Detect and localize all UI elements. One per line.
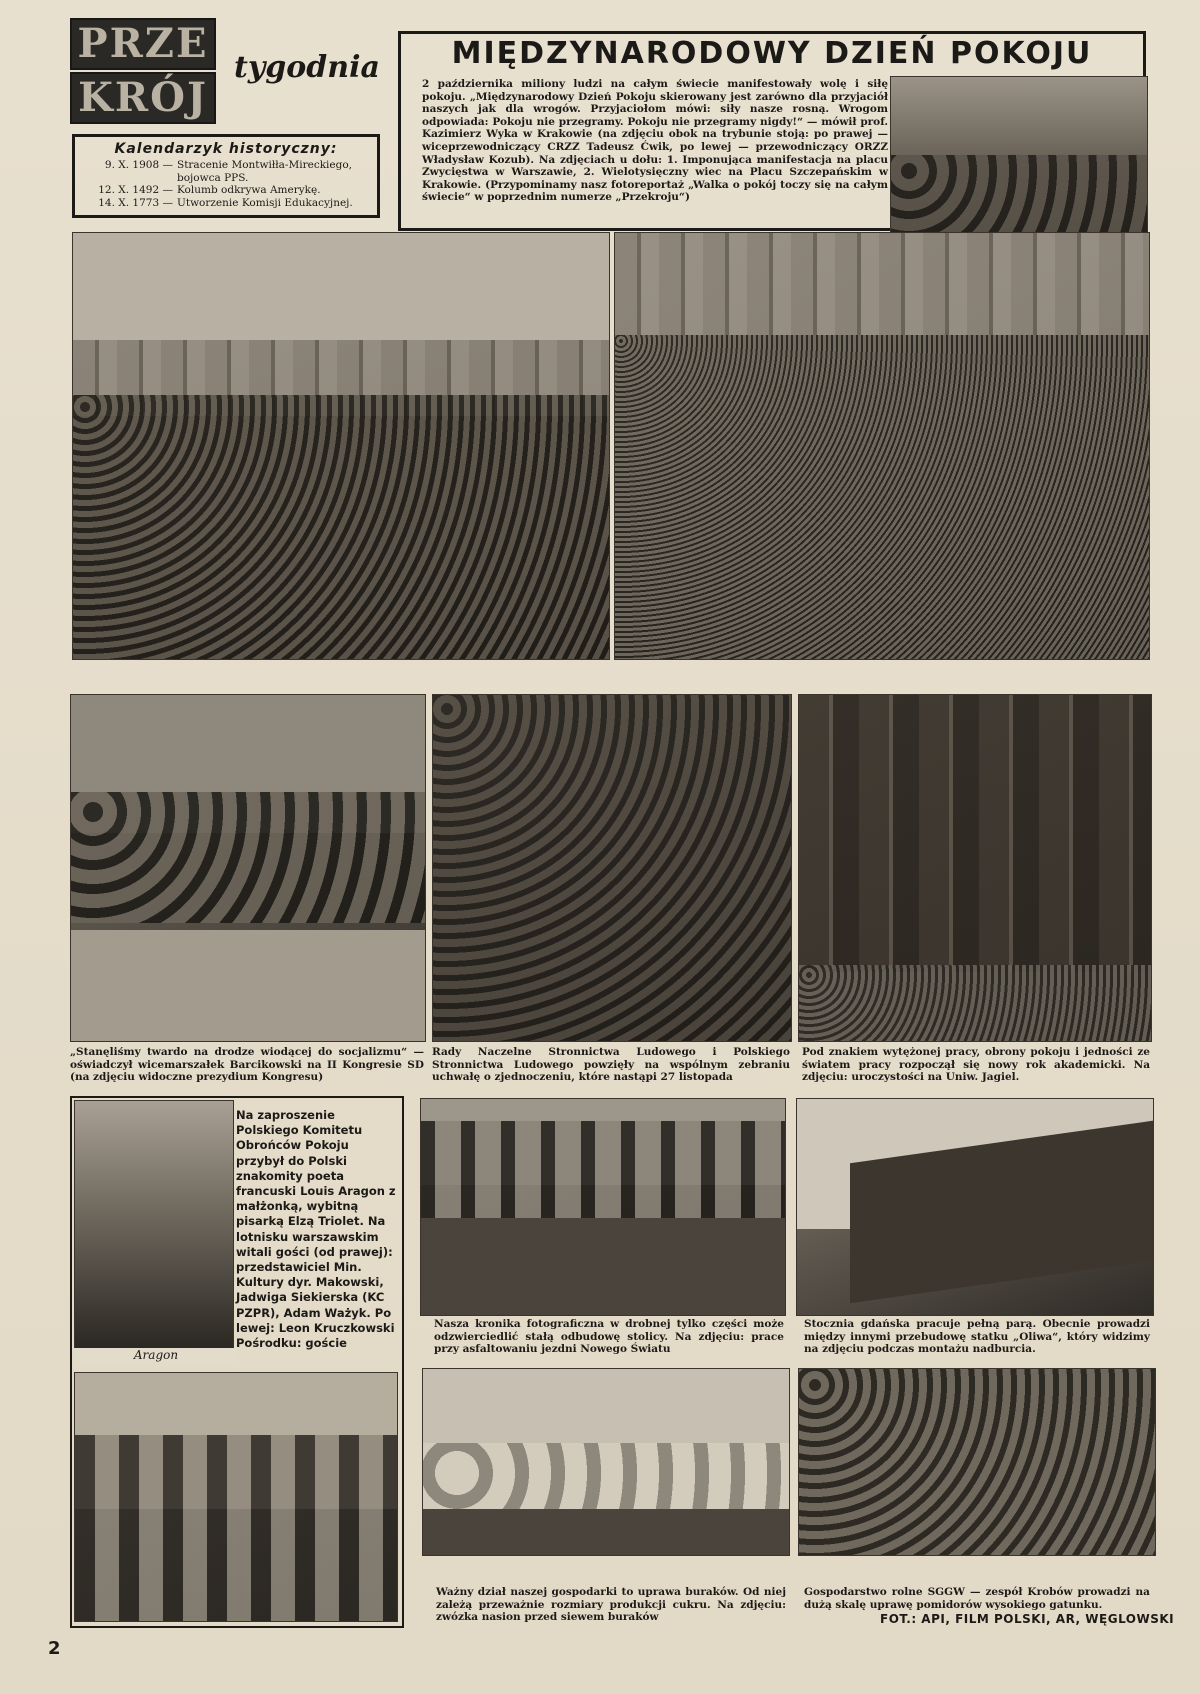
calendar-date: 12. X. 1492 — xyxy=(98,184,173,196)
logo-top-text: PRZE xyxy=(77,20,209,67)
photo-nowy-swiat-asphalt xyxy=(420,1098,786,1316)
calendar-item xyxy=(83,197,369,210)
photo-sd-congress xyxy=(70,694,426,1042)
logo-bottom-text: KRÓJ xyxy=(78,74,208,121)
caption-kronika: Nasza kronika fotograficzna w drobnej tylko części może odzwierciedlić stałą odbudowę stolicy. Na zdjęciu: prace przy asfaltowaniu jezdni Nowego Światu xyxy=(434,1318,784,1356)
przekroj-logo xyxy=(70,18,212,122)
page-number: 2 xyxy=(48,1638,61,1659)
calendar-title: Kalendarzyk historyczny: xyxy=(114,141,338,157)
historical-calendar xyxy=(72,134,380,218)
photo-credits: FOT.: API, FILM POLSKI, AR, WĘGLOWSKI xyxy=(880,1612,1175,1626)
photo-warsaw-manifestation xyxy=(72,232,610,660)
calendar-item xyxy=(83,184,369,197)
photo-airport-welcome xyxy=(74,1372,398,1622)
aragon-label: Aragon xyxy=(74,1348,238,1362)
photo-tomato-harvest xyxy=(798,1368,1156,1556)
caption-aragon: Na zaproszenie Polskiego Komitetu Obrońców Pokoju przybył do Polski znakomity poeta francuski Louis Aragon z małżonką, wybitną pisarką Elzą Triolet. Na lotnisku warszawskim witali gości (od prawej): przedstawiciel Min. Kultury dyr. Makowski, Jadwiga Siekierska (KC PZPR), Adam Ważyk. Po lewej: Leon Kruczkowski Pośrodku: goście xyxy=(236,1108,396,1351)
caption-sggw: Gospodarstwo rolne SGGW — zespół Krobów prowadzi na dużą skalę uprawę pomidorów wysokiego gatunku. xyxy=(804,1586,1150,1611)
calendar-text: Kolumb odkrywa Amerykę. xyxy=(177,184,321,196)
photo-gdansk-shipyard xyxy=(796,1098,1154,1316)
calendar-date: 14. X. 1773 — xyxy=(98,196,173,209)
masthead-subtitle: tygodnia xyxy=(234,50,380,85)
caption-buraki: Ważny dział naszej gospodarki to uprawa buraków. Od niej zależą przeważnie rozmiary produkcji cukru. Na zdjęciu: zwózka nasion przed siewem buraków xyxy=(436,1586,786,1624)
calendar-date: 9. X. 1908 — xyxy=(104,159,173,171)
photo-jagiellonian-university xyxy=(798,694,1152,1042)
calendar-text: Utworzenie Komisji Edukacyjnej. xyxy=(177,196,353,209)
calendar-item xyxy=(83,159,369,184)
caption-university: Pod znakiem wytężonej pracy, obrony pokoju i jedności ze światem pracy rozpoczął się nowy rok akademicki. Na zdjęciu: uroczystości na Uniw. Jagiel. xyxy=(802,1046,1150,1084)
caption-sd-congress: „Stanęliśmy twardo na drodze wiodącej do socjalizmu“ — oświadczył wicemarszałek Barcikowski na II Kongresie SD (na zdjęciu widoczne prezydium Kongresu) xyxy=(70,1046,424,1084)
article-headline: MIĘDZYNARODOWY DZIEŃ POKOJU xyxy=(451,36,1093,71)
photo-beet-seeds xyxy=(422,1368,790,1556)
photo-ludowe-meeting xyxy=(432,694,792,1042)
article-intro: 2 października miliony ludzi na całym świecie manifestowały wolę i siłę pokoju. „Międzynarodowy Dzień Pokoju skierowany jest zarówno dla przyjaciół naszych jak dla wrogów. Przyjaciołom mówi: siły nasze rosną. Wrogom odpowiada: Pokoju nie przegramy. Pokoju nie przegramy nigdy!“ — mówił prof. Kazimierz Wyka w Krakowie (na zdjęciu obok na trybunie stoją: po prawej — wiceprzewodniczący CRZZ Tadeusz Ćwik, po lewej — przewodniczący ORZZ Władysław Kozub). Na zdjęciach u dołu: 1. Imponująca manifestacja na placu Zwycięstwa w Warszawie, 2. Wielotysięczny wiec na Placu Szczepańskim w Krakowie. (Przypominamy nasz fotoreportaż „Walka o pokój toczy się na całym świecie“ w poprzednim numerze „Przekroju“) xyxy=(422,78,888,204)
photo-aragon-portrait xyxy=(74,1100,234,1352)
caption-stocznia: Stocznia gdańska pracuje pełną parą. Obecnie prowadzi między innymi przebudowę statku „Oliwa“, który widzimy na zdjęciu podczas montażu nadburcia. xyxy=(804,1318,1150,1356)
calendar-text: Stracenie Montwiłła-Mireckiego, bojowca PPS. xyxy=(177,159,353,184)
photo-krakow-rally xyxy=(614,232,1150,660)
caption-ludowe: Rady Naczelne Stronnictwa Ludowego i Polskiego Stronnictwa Ludowego powzięły na wspólnym zebraniu uchwałę o zjednoczeniu, które nastąpi 27 listopada xyxy=(432,1046,790,1084)
